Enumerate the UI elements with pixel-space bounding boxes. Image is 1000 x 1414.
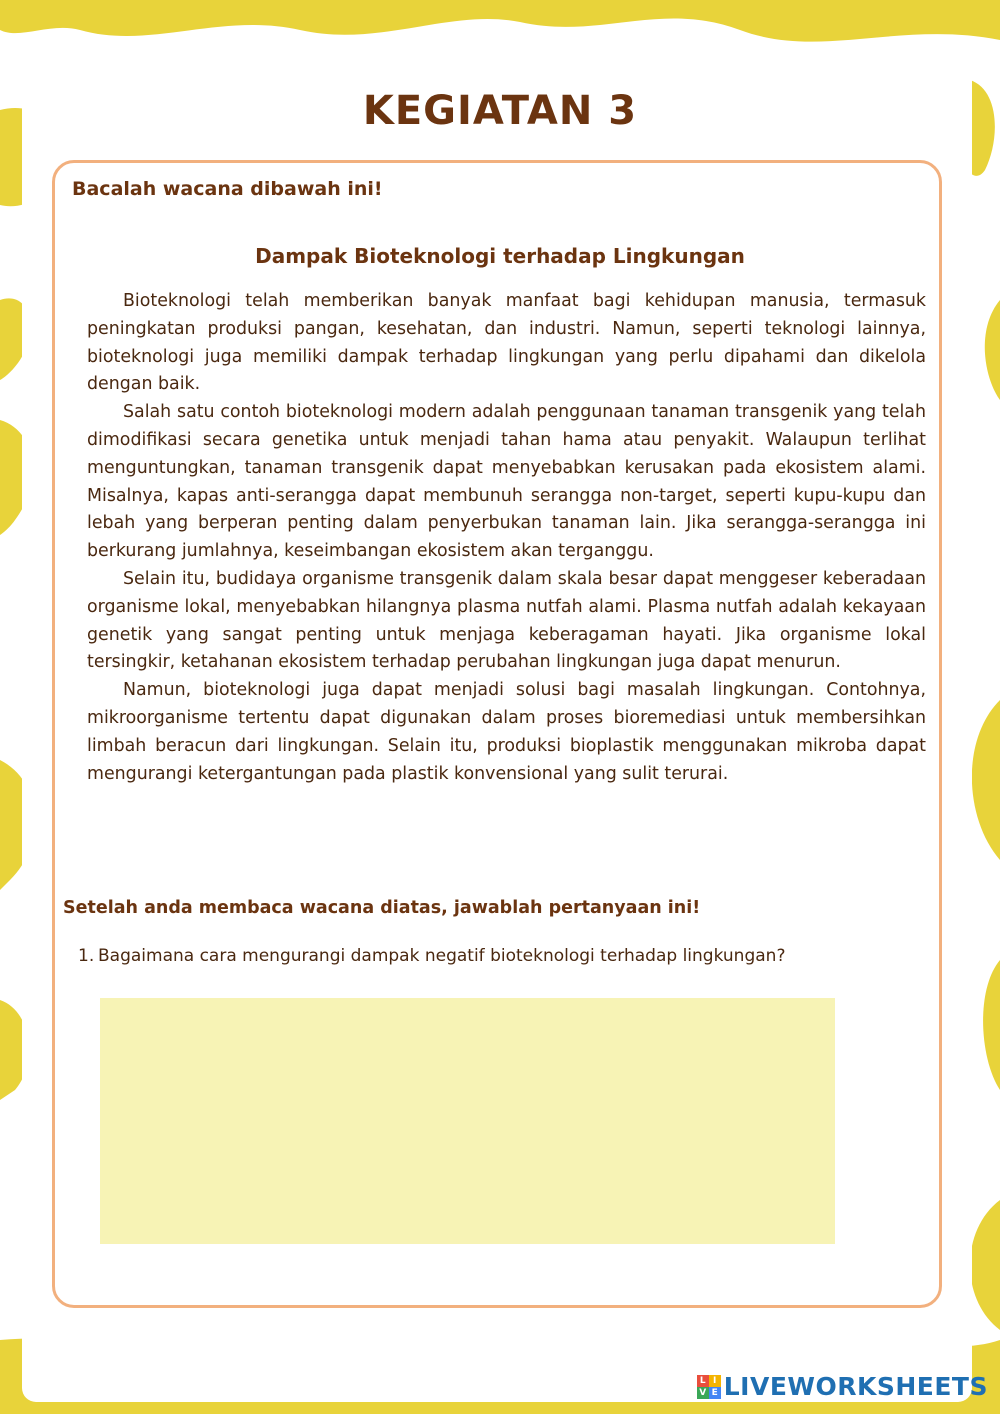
article-paragraph: Salah satu contoh bioteknologi modern adalah penggunaan tanaman transgenik yang telah dimodifikasi secara genetika untuk menjadi tahan hama atau penyakit. Walaupun terlihat menguntungkan, tanaman transgenik dapat menyebabkan kerusakan pada ekosistem alami. Misalnya, kapas anti-serangga dapat membunuh serangga non-target, seperti kupu-kupu dan lebah yang berperan penting dalam penyerbukan tanaman lain. Jika serangga-serangga ini berkurang jumlahnya, keseimbangan ekosistem akan terganggu. (87, 402, 926, 562)
article-title: Dampak Bioteknologi terhadap Lingkungan (255, 244, 745, 268)
brand-name: LIVEWORKSHEETS (723, 1372, 988, 1401)
question-1 (78, 946, 785, 966)
logo-tile: L (697, 1375, 709, 1387)
article-paragraph: Namun, bioteknologi juga dapat menjadi solusi bagi masalah lingkungan. Contohnya, mikroorganisme tertentu dapat digunakan dalam proses bioremediasi untuk membersihkan limbah beracun dari lingkungan. Selain itu, produksi bioplastik menggunakan mikroba dapat mengurangi ketergantungan pada plastik konvensional yang sulit terurai. (87, 680, 926, 784)
answer-input-1[interactable] (100, 998, 835, 1244)
reading-instruction: Bacalah wacana dibawah ini! (72, 178, 383, 200)
logo-tile: I (709, 1375, 721, 1387)
logo-tile: V (697, 1387, 709, 1399)
article-body (87, 288, 926, 788)
liveworksheets-brand[interactable] (697, 1372, 988, 1401)
liveworksheets-logo-icon (697, 1375, 721, 1399)
article-paragraph: Bioteknologi telah memberikan banyak manfaat bagi kehidupan manusia, termasuk peningkatan produksi pangan, kesehatan, dan industri. Namun, seperti teknologi lainnya, bioteknologi juga memiliki dampak terhadap lingkungan yang perlu dipahami dan dikelola dengan baik. (87, 291, 926, 395)
question-number: 1. (78, 946, 95, 966)
logo-tile: E (709, 1387, 721, 1399)
questions-prompt: Setelah anda membaca wacana diatas, jawablah pertanyaan ini! (63, 898, 701, 918)
page-title: KEGIATAN 3 (362, 88, 638, 134)
question-text: Bagaimana cara mengurangi dampak negatif bioteknologi terhadap lingkungan? (98, 946, 786, 966)
article-paragraph: Selain itu, budidaya organisme transgenik dalam skala besar dapat menggeser keberadaan organisme lokal, menyebabkan hilangnya plasma nutfah alami. Plasma nutfah adalah kekayaan genetik yang sangat penting untuk menjaga keberagaman hayati. Jika organisme lokal tersingkir, ketahanan ekosistem terhadap perubahan lingkungan juga dapat menurun. (87, 568, 926, 673)
